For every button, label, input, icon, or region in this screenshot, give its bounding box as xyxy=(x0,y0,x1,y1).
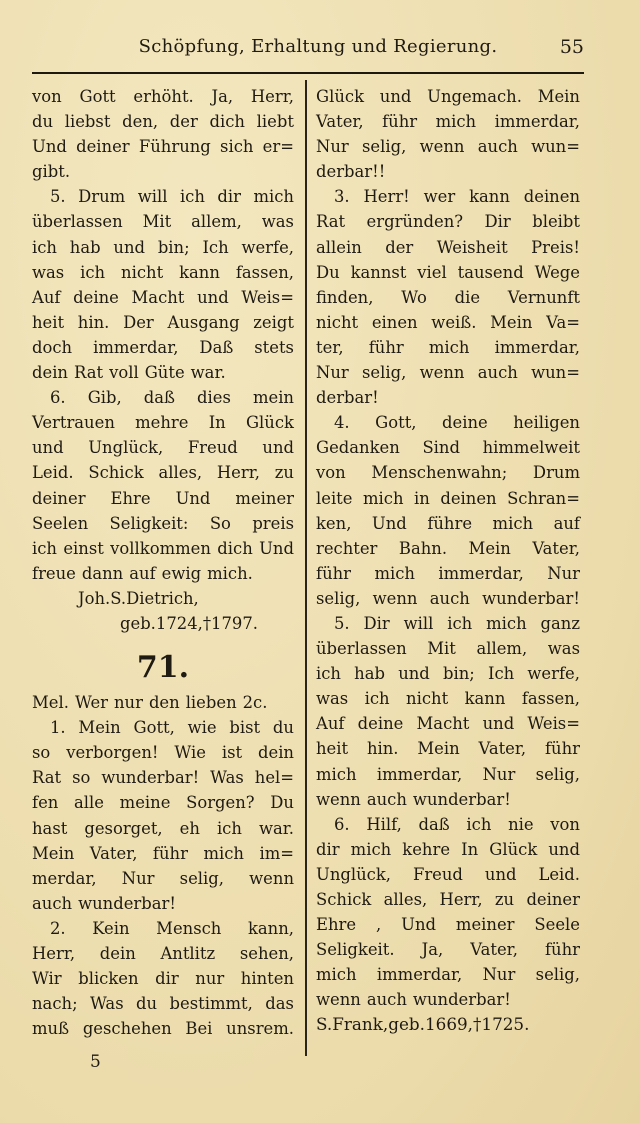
text-line: Nur selig, wenn auch wun= xyxy=(316,363,580,383)
stanza-continuation xyxy=(32,84,294,184)
text-line: ter, führ mich immerdar, xyxy=(316,337,580,357)
hymn-number: 71. xyxy=(136,650,190,686)
melody-line: Mel. Wer nur den lieben 2c. xyxy=(32,693,268,713)
header-rule xyxy=(32,72,584,74)
text-line: von Menschenwahn; Drum xyxy=(316,463,580,483)
text-line: Und deiner Führung sich er= xyxy=(32,137,294,157)
text-line: Ehre , Und meiner Seele xyxy=(316,915,580,935)
text-line: mich immerdar, Nur selig, xyxy=(316,764,580,784)
text-line: freue dann auf ewig mich. xyxy=(32,563,253,583)
text-line: Vater, führ mich immerdar, xyxy=(316,112,580,132)
text-line: 4. Gott, deine heiligen xyxy=(334,413,580,433)
stanza-3 xyxy=(316,184,580,410)
text-line: dir mich kehre In Glück und xyxy=(316,839,580,859)
stanza-2 xyxy=(32,916,294,1041)
stanza-continuation xyxy=(316,84,580,184)
text-line: Auf deine Macht und Weis= xyxy=(316,714,580,734)
text-line: Schick alles, Herr, zu deiner xyxy=(316,890,580,909)
left-column xyxy=(32,84,294,1041)
stanza-6 xyxy=(316,812,580,1013)
text-line: führ mich immerdar, Nur xyxy=(316,563,580,583)
text-line: gibt. xyxy=(32,162,71,182)
text-line: überlassen Mit allem, was xyxy=(316,639,580,659)
text-line: 5. Drum will ich dir mich xyxy=(50,187,294,207)
text-line: ich hab und bin; Ich werfe, xyxy=(32,237,294,257)
text-line: hast gesorget, eh ich war. xyxy=(32,818,294,838)
text-line: ken, Und führe mich auf xyxy=(316,513,580,533)
text-line: dein Rat voll Güte war. xyxy=(32,363,226,383)
text-line: allein der Weisheit Preis! xyxy=(316,237,580,257)
text-line: derbar!! xyxy=(316,162,386,182)
running-title: Schöpfung, Erhaltung und Regierung. xyxy=(138,36,498,57)
text-line: Du kannst viel tausend Wege xyxy=(316,262,580,282)
text-line: fen alle meine Sorgen? Du xyxy=(32,793,294,813)
stanza-5 xyxy=(32,184,294,385)
text-line: Nur selig, wenn auch wun= xyxy=(316,137,580,157)
text-line: heit hin. Mein Vater, führ xyxy=(316,739,580,759)
author-dates: geb. 1724, † 1797. xyxy=(120,613,258,633)
text-line: muß geschehen Bei unsrem. xyxy=(32,1019,294,1039)
text-line: Glück und Ungemach. Mein xyxy=(316,87,580,106)
column-divider xyxy=(305,80,307,1056)
text-line: merdar, Nur selig, wenn xyxy=(32,868,294,888)
running-head xyxy=(32,36,584,62)
text-line: Wir blicken dir nur hinten xyxy=(32,969,294,989)
text-line: 3. Herr! wer kann deinen xyxy=(334,187,580,207)
text-line: finden, Wo die Vernunft xyxy=(316,287,580,307)
text-line: Rat so wunderbar! Was hel= xyxy=(32,768,294,788)
page-number: 55 xyxy=(559,36,584,58)
signature-mark: 5 xyxy=(90,1052,101,1072)
text-line: 6. Hilf, daß ich nie von xyxy=(334,814,580,834)
stanza-5 xyxy=(316,611,580,812)
text-line: was ich nicht kann fassen, xyxy=(316,689,580,709)
text-line: von Gott erhöht. Ja, Herr, xyxy=(32,87,294,106)
stanza-4 xyxy=(316,410,580,611)
text-line: 6. Gib, daß dies mein xyxy=(50,388,294,408)
text-line: Mein Vater, führ mich im= xyxy=(32,843,294,863)
stanza-6 xyxy=(32,385,294,586)
text-line: überlassen Mit allem, was xyxy=(32,212,294,232)
text-line: Rat ergründen? Dir bleibt xyxy=(316,212,580,232)
text-line: Auf deine Macht und Weis= xyxy=(32,287,294,307)
author-name: Joh. S. Dietrich, xyxy=(78,588,199,608)
text-line: und Unglück, Freud und xyxy=(32,438,294,458)
text-line: leite mich in deinen Schran= xyxy=(316,488,580,508)
text-line: ich einst vollkommen dich Und xyxy=(32,538,294,558)
text-line: 1. Mein Gott, wie bist du xyxy=(50,718,294,738)
text-line: wenn auch wunderbar! xyxy=(316,990,511,1010)
text-line: Leid. Schick alles, Herr, zu xyxy=(32,463,294,483)
text-line: du liebst den, der dich liebt xyxy=(32,112,294,132)
text-line: Seelen Seligkeit: So preis xyxy=(32,513,294,533)
author-attribution: S. Frank, geb. 1669, † 1725. xyxy=(316,1014,530,1035)
text-line: heit hin. Der Ausgang zeigt xyxy=(32,312,294,332)
text-line: nicht einen weiß. Mein Va= xyxy=(316,312,580,332)
text-line: derbar! xyxy=(316,388,379,408)
text-line: deiner Ehre Und meiner xyxy=(32,488,294,508)
text-line: 2. Kein Mensch kann, xyxy=(50,918,294,938)
text-line: Vertrauen mehre In Glück xyxy=(32,413,294,433)
text-line: Unglück, Freud und Leid. xyxy=(316,864,580,884)
text-line: Herr, dein Antlitz sehen, xyxy=(32,944,294,963)
text-line: mich immerdar, Nur selig, xyxy=(316,965,580,985)
text-line: wenn auch wunderbar! xyxy=(316,789,511,809)
text-line: nach; Was du bestimmt, das xyxy=(32,994,294,1014)
text-line: 5. Dir will ich mich ganz xyxy=(334,613,580,633)
text-line: doch immerdar, Daß stets xyxy=(32,337,294,357)
stanza-1 xyxy=(32,715,294,916)
text-line: was ich nicht kann fassen, xyxy=(32,262,294,282)
text-line: Seligkeit. Ja, Vater, führ xyxy=(316,940,580,960)
right-column xyxy=(316,84,580,1038)
text-line: Gedanken Sind himmelweit xyxy=(316,438,580,458)
text-line: selig, wenn auch wunderbar! xyxy=(316,588,580,608)
text-line: ich hab und bin; Ich werfe, xyxy=(316,664,580,684)
text-line: so verborgen! Wie ist dein xyxy=(32,743,294,763)
text-line: rechter Bahn. Mein Vater, xyxy=(316,538,580,558)
text-line: auch wunderbar! xyxy=(32,893,176,913)
